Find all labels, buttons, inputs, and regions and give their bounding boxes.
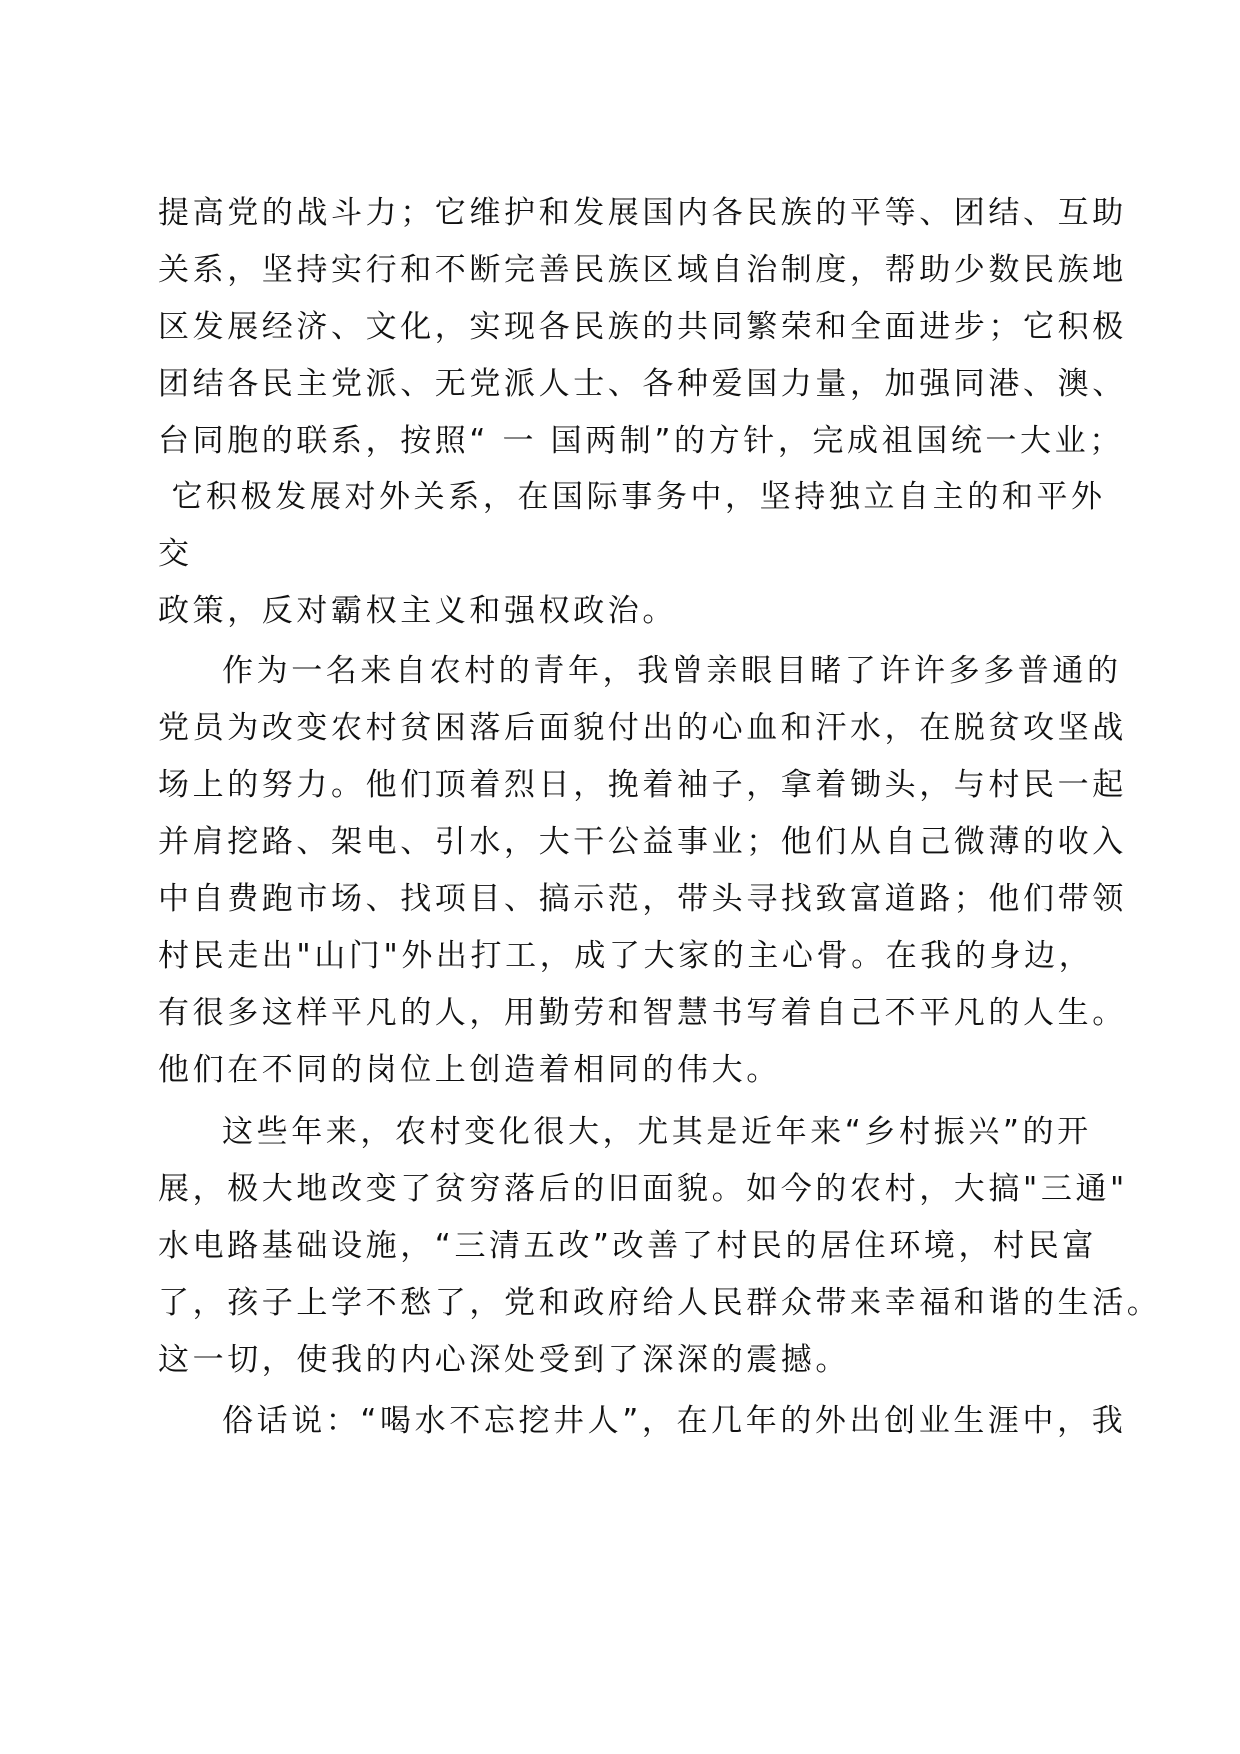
text-line: 作为一名来自农村的青年，我曾亲眼目睹了许许多多普通的: [222, 653, 1122, 689]
text-line: 水电路基础设施，“三清五改”改善了村民的居住环境，村民富: [158, 1228, 1097, 1264]
text-line: 场上的努力。他们顶着烈日，挽着袖子，拿着锄头，与村民一起: [158, 767, 1127, 803]
text-line: 政策，反对霸权主义和强权政治。: [158, 593, 677, 629]
text-line: 交: [158, 536, 193, 572]
text-line: 了，孩子上学不愁了，党和政府给人民群众带来幸福和谐的生活。: [158, 1285, 1162, 1321]
text-line: 这些年来，农村变化很大，尤其是近年来“乡村振兴”的开: [222, 1114, 1092, 1150]
text-line: 并肩挖路、架电、引水，大干公益事业；他们从自己微薄的收入: [158, 824, 1127, 860]
text-line: 中自费跑市场、找项目、搞示范，带头寻找致富道路；他们带领: [158, 881, 1127, 917]
text-line: 提高党的战斗力；它维护和发展国内各民族的平等、团结、互助: [158, 195, 1127, 231]
text-line: 关系，坚持实行和不断完善民族区域自治制度，帮助少数民族地: [158, 252, 1127, 288]
text-line: 他们在不同的岗位上创造着相同的伟大。: [158, 1052, 781, 1088]
text-line: 党员为改变农村贫困落后面貌付出的心血和汗水，在脱贫攻坚战: [158, 710, 1127, 746]
text-line: 区发展经济、文化，实现各民族的共同繁荣和全面进步；它积极: [158, 309, 1127, 345]
text-line: 有很多这样平凡的人，用勤劳和智慧书写着自己不平凡的人生。: [158, 995, 1127, 1031]
text-line: 它积极发展对外关系，在国际事务中，坚持独立自主的和平外: [158, 479, 1106, 515]
text-line: 团结各民主党派、无党派人士、各种爱国力量，加强同港、澳、: [158, 366, 1127, 402]
text-line: 展，极大地改变了贫穷落后的旧面貌。如今的农村，大搞"三通": [158, 1171, 1128, 1207]
text-line: 村民走出"山门"外出打工，成了大家的主心骨。在我的身边，: [158, 938, 1094, 974]
text-line: 台同胞的联系，按照“ 一 国两制”的方针，完成祖国统一大业；: [158, 423, 1124, 459]
text-line: 这一切，使我的内心深处受到了深深的震撼。: [158, 1342, 850, 1378]
text-line: 俗话说：“喝水不忘挖井人”，在几年的外出创业生涯中，我: [222, 1403, 1127, 1439]
